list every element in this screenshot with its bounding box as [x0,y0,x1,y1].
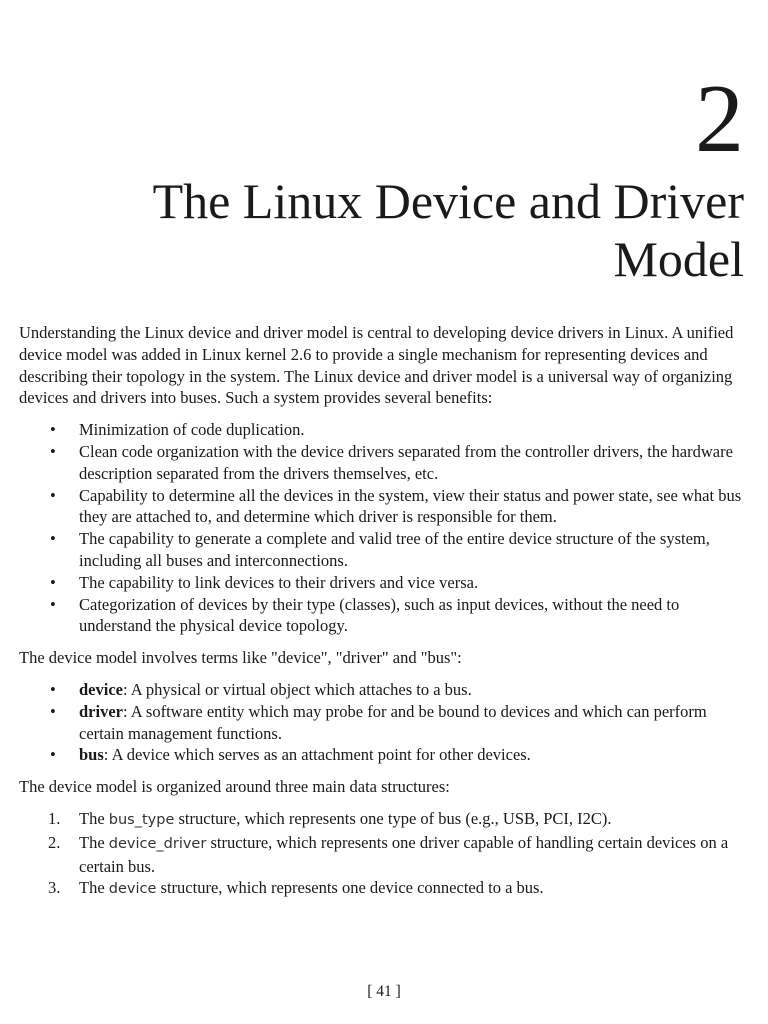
list-item: • Categorization of devices by their type (classes), such as input devices, without the need to understand the physical device topology. [50,594,680,636]
list-number: 2. [48,832,61,852]
chapter-title-line-2: Model [613,231,744,287]
list-item: • Clean code organization with the device drivers separated from the controller drivers, the hardware description separated from the drivers themselves, etc. [50,441,733,483]
structures-intro-paragraph: The device model is organized around three main data structures: [19,777,450,797]
term-definition: : A physical or virtual object which attaches to a bus. [122,679,472,699]
term-label: device [79,679,123,699]
code-identifier: bus_type [108,811,175,828]
list-item: • Capability to determine all the devices in the system, view their status and power state, see what bus they are attached to, and determine which driver is responsible for them. [50,485,742,527]
terms-list [19,679,749,766]
chapter-title [24,172,744,288]
list-item [19,701,749,745]
list-item: 1. The bus_type structure, which represents one type of bus (e.g., USB, PCI, I2C). [48,808,612,828]
term-definition: : A software entity which may probe for and be bound to devices and which can perform certain management functions. [79,701,707,743]
code-identifier: device_driver [108,835,207,852]
bullet-icon: • [50,485,56,505]
bullet-icon: • [50,441,56,461]
term-label: driver [79,701,123,721]
bullet-icon: • [50,679,56,699]
list-number: 1. [48,808,61,828]
chapter-title-line-1: The Linux Device and Driver [152,173,744,229]
list-item: 3. The device structure, which represents one device connected to a bus. [48,878,544,898]
list-number: 3. [48,878,61,898]
chapter-body [19,322,749,901]
bullet-icon: • [50,745,56,765]
bullet-icon: • [50,529,56,549]
list-item: • Minimization of code duplication. [50,420,305,440]
term-label: bus [79,745,104,765]
list-item [19,679,749,701]
bullet-icon: • [50,572,56,592]
chapter-number: 2 [695,65,744,173]
bullet-icon: • [50,701,56,721]
terms-intro-paragraph: The device model involves terms like "device", "driver" and "bus": [19,648,462,668]
structures-list [19,808,749,901]
list-item: • The capability to link devices to their drivers and vice versa. [50,572,479,592]
code-identifier: device [108,881,157,898]
list-item: 2. The device_driver structure, which represents one driver capable of handling certain devices on a certain bus. [48,832,729,876]
intro-paragraph: Understanding the Linux device and driver model is central to developing device drivers in Linux. A unified device model was added in Linux kernel 2.6 to provide a single mechanism for representing devices and describing their topology in the system. The Linux device and driver model is a universal way of organizing devices and drivers into buses. Such a system provides several benefits: [19,323,734,408]
page-number: [ 41 ] [367,983,401,1000]
bullet-icon: • [50,594,56,614]
list-item: • The capability to generate a complete and valid tree of the entire device structure of the system, including all buses and interconnections. [50,529,710,570]
benefits-list [19,419,749,637]
term-definition: : A device which serves as an attachment point for other devices. [103,745,531,765]
bullet-icon: • [50,420,56,440]
list-item [19,744,749,766]
